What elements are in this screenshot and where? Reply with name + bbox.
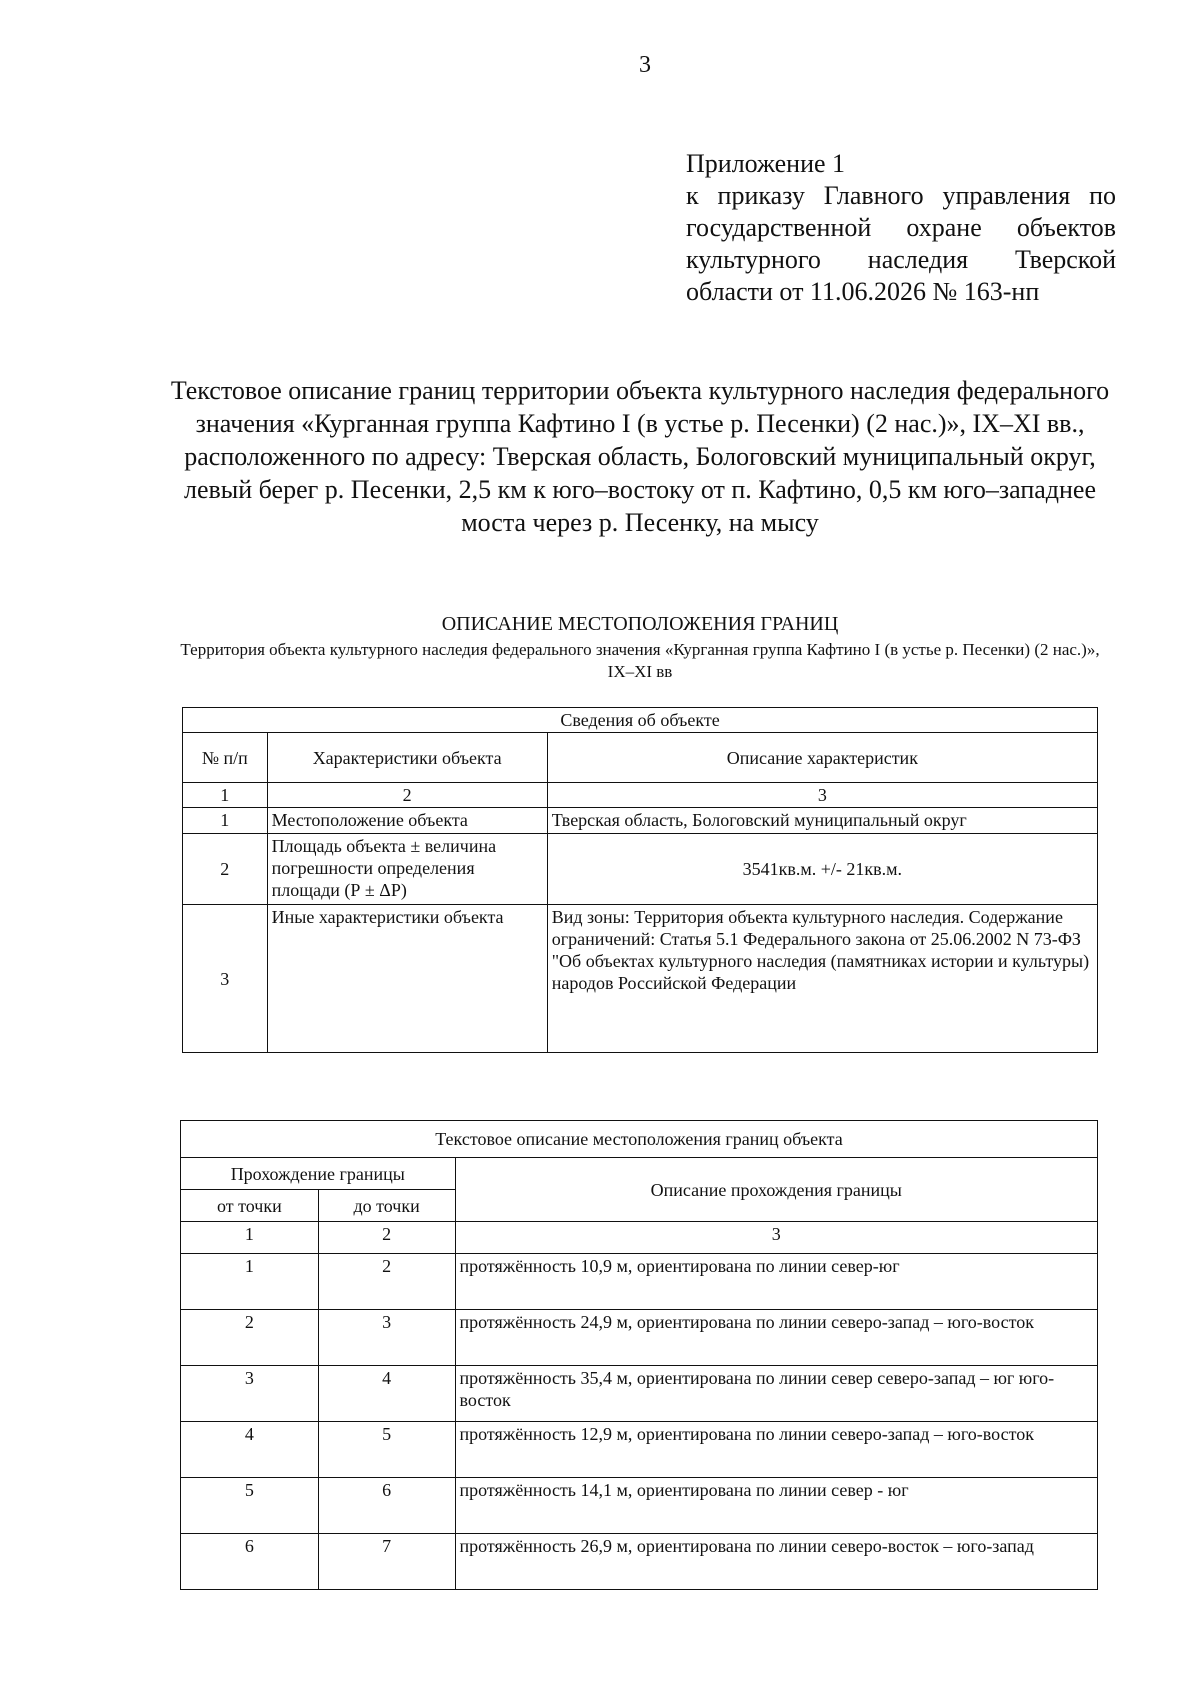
boundary-segment-description: протяжённость 35,4 м, ориентирована по линии север северо-запад – юг юго-восток (455, 1366, 1098, 1422)
from-point: 6 (181, 1534, 319, 1590)
header-description: Описание характеристик (547, 733, 1097, 783)
appendix-title: Приложение 1 (686, 149, 846, 178)
table-row (181, 1310, 1098, 1366)
appendix-body: к приказу Главного управления по государственной охране объектов культурного наследия Тверской области от 11.06.2026 № 163-нп (686, 181, 1116, 306)
boundary-description-table (180, 1120, 1098, 1590)
from-point: 1 (181, 1254, 319, 1310)
table-row (181, 1254, 1098, 1310)
boundary-segment-description: протяжённость 12,9 м, ориентирована по линии северо-запад – юго-восток (455, 1422, 1098, 1478)
column-number-2: 2 (267, 783, 547, 808)
row-number: 1 (183, 808, 268, 834)
row-value: Тверская область, Бологовский муниципальный округ (547, 808, 1097, 834)
to-point: 3 (318, 1310, 455, 1366)
table-row (181, 1534, 1098, 1590)
row-characteristic: Местоположение объекта (267, 808, 547, 834)
table-row (181, 1478, 1098, 1534)
column-number-1: 1 (183, 783, 268, 808)
to-point: 4 (318, 1366, 455, 1422)
header-to-point: до точки (318, 1190, 455, 1222)
object-info-table (182, 707, 1098, 1053)
from-point: 4 (181, 1422, 319, 1478)
header-characteristics: Характеристики объекта (267, 733, 547, 783)
column-number-2: 2 (318, 1222, 455, 1254)
table-row (181, 1366, 1098, 1422)
row-value: Вид зоны: Территория объекта культурного наследия. Содержание ограничений: Статья 5.1 Федерального закона от 25.06.2002 N 73-ФЗ "Об объектах культурного наследия (памятниках истории и культуры) народов Российской Федерации (547, 905, 1097, 1053)
column-number-1: 1 (181, 1222, 319, 1254)
boundary-segment-description: протяжённость 14,1 м, ориентирована по линии север - юг (455, 1478, 1098, 1534)
appendix-block (686, 148, 1116, 308)
header-from-point: от точки (181, 1190, 319, 1222)
row-characteristic: Площадь объекта ± величина погрешности определения площади (Р ± ΔР) (267, 834, 547, 905)
table-row (181, 1422, 1098, 1478)
header-number: № п/п (183, 733, 268, 783)
from-point: 5 (181, 1478, 319, 1534)
page-number: 3 (639, 52, 651, 78)
to-point: 7 (318, 1534, 455, 1590)
header-boundary-description: Описание прохождения границы (455, 1158, 1098, 1222)
from-point: 3 (181, 1366, 319, 1422)
header-boundary-passage: Прохождение границы (181, 1158, 456, 1190)
row-number: 2 (183, 834, 268, 905)
table-row (183, 834, 1098, 905)
to-point: 5 (318, 1422, 455, 1478)
boundary-segment-description: протяжённость 10,9 м, ориентирована по линии север-юг (455, 1254, 1098, 1310)
column-number-3: 3 (547, 783, 1097, 808)
description-heading: ОПИСАНИЕ МЕСТОПОЛОЖЕНИЯ ГРАНИЦ (441, 613, 839, 635)
row-value: 3541кв.м. +/- 21кв.м. (547, 834, 1097, 905)
column-number-3: 3 (455, 1222, 1098, 1254)
boundary-segment-description: протяжённость 26,9 м, ориентирована по линии северо-восток – юго-запад (455, 1534, 1098, 1590)
object-table-caption: Сведения об объекте (183, 708, 1098, 733)
row-number: 3 (183, 905, 268, 1053)
table-row (183, 808, 1098, 834)
description-subheading: Территория объекта культурного наследия федерального значения «Курганная группа Кафтино I (в устье р. Песенки) (2 нас.)», IX–XI вв (180, 640, 1100, 681)
boundary-table-caption: Текстовое описание местоположения границ объекта (181, 1121, 1098, 1158)
table-row (183, 905, 1098, 1053)
from-point: 2 (181, 1310, 319, 1366)
boundary-segment-description: протяжённость 24,9 м, ориентирована по линии северо-запад – юго-восток (455, 1310, 1098, 1366)
to-point: 6 (318, 1478, 455, 1534)
row-characteristic: Иные характеристики объекта (267, 905, 547, 1053)
document-title: Текстовое описание границ территории объекта культурного наследия федерального значения «Курганная группа Кафтино I (в устье р. Песенки) (2 нас.)», IX–XI вв., расположенного по адресу: Тверская область, Бологовский муниципальный округ, левый берег р. Песенки, 2,5 км к юго–востоку от п. Кафтино, 0,5 км юго–западнее моста через р. Песенку, на мысу (170, 376, 1110, 537)
to-point: 2 (318, 1254, 455, 1310)
